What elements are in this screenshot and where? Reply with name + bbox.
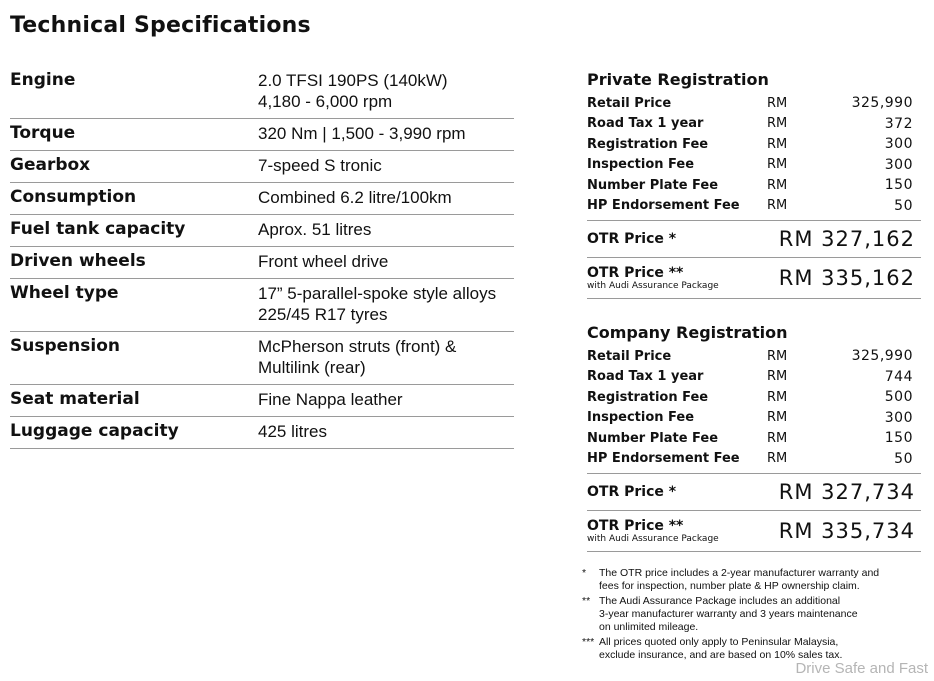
fee-cur: RM [767, 348, 788, 364]
fee-amt: 744 [884, 368, 913, 385]
fee-cur: RM [767, 177, 788, 193]
spec-value: 17” 5-parallel-spoke style alloys 225/45 R17 tyres [258, 284, 497, 324]
footnote-mark: ** [582, 595, 591, 607]
fee-label: HP Endorsement Fee [587, 451, 740, 467]
fee-row [587, 114, 921, 135]
footnote-text: The Audi Assurance Package includes an additional 3-year manufacturer warranty and 3 years maintenance on unlimited mileage. [599, 595, 858, 633]
fee-amt: 300 [884, 136, 913, 153]
spec-label: Engine [10, 70, 76, 90]
fee-label: Retail Price [587, 348, 672, 364]
fee-label: HP Endorsement Fee [587, 198, 740, 214]
fee-cur: RM [767, 157, 788, 173]
fee-cur: RM [767, 116, 788, 132]
fee-cur: RM [767, 136, 788, 152]
fee-cur: RM [767, 451, 788, 467]
spec-label: Luggage capacity [10, 421, 179, 441]
company-registration-block [587, 323, 921, 552]
spec-row [10, 385, 514, 417]
footnote [582, 567, 902, 593]
fee-cur: RM [767, 430, 788, 446]
spec-label: Seat material [10, 389, 140, 409]
spec-row [10, 151, 514, 183]
fee-row [587, 428, 921, 449]
fee-amt: 325,990 [851, 95, 913, 112]
otr-package-value: RM 335,734 [778, 519, 915, 543]
fee-row [587, 196, 921, 222]
fee-label: Road Tax 1 year [587, 116, 704, 132]
footnote [582, 595, 902, 634]
otr-package-label: OTR Price ** [587, 517, 684, 534]
spec-label: Gearbox [10, 155, 91, 175]
fee-amt: 372 [884, 115, 913, 132]
fee-cur: RM [767, 95, 788, 111]
footnote-text: The OTR price includes a 2-year manufacturer warranty and fees for inspection, number plate & HP ownership claim. [599, 567, 880, 592]
spec-value: 320 Nm | 1,500 - 3,990 rpm [258, 124, 466, 143]
private-fee-list [587, 93, 921, 221]
fee-label: Number Plate Fee [587, 430, 719, 446]
spec-label: Consumption [10, 187, 137, 207]
company-registration-title: Company Registration [587, 323, 788, 342]
company-otr-package-row [587, 511, 921, 552]
otr-price-label: OTR Price * [587, 484, 677, 500]
fee-row [587, 155, 921, 176]
fee-label: Registration Fee [587, 389, 709, 405]
spec-value: Combined 6.2 litre/100km [258, 188, 452, 207]
spec-table [10, 66, 514, 449]
fee-amt: 500 [884, 389, 913, 406]
fee-cur: RM [767, 389, 788, 405]
fee-label: Retail Price [587, 95, 672, 111]
fee-row [587, 387, 921, 408]
spec-row [10, 417, 514, 449]
footnote [582, 636, 902, 662]
company-fee-list [587, 346, 921, 474]
company-otr-row [587, 474, 921, 511]
spec-label: Fuel tank capacity [10, 219, 186, 239]
otr-price-value: RM 327,734 [778, 480, 915, 504]
spec-value: Aprox. 51 litres [258, 220, 372, 239]
fee-cur: RM [767, 369, 788, 385]
fee-label: Road Tax 1 year [587, 369, 704, 385]
fee-row [587, 93, 921, 114]
private-registration-block [587, 70, 921, 299]
spec-value: 7-speed S tronic [258, 156, 382, 175]
fee-row [587, 449, 921, 475]
fee-row [587, 408, 921, 429]
footnotes [582, 567, 902, 664]
page-title: Technical Specifications [10, 13, 311, 38]
fee-cur: RM [767, 410, 788, 426]
otr-package-sub: with Audi Assurance Package [587, 533, 719, 544]
fee-amt: 300 [884, 409, 913, 426]
fee-label: Number Plate Fee [587, 177, 719, 193]
spec-row [10, 66, 514, 119]
fee-amt: 150 [884, 430, 913, 447]
otr-price-label: OTR Price * [587, 231, 677, 247]
spec-label: Wheel type [10, 283, 119, 303]
private-registration-title: Private Registration [587, 70, 769, 89]
fee-label: Inspection Fee [587, 410, 695, 426]
fee-row [587, 134, 921, 155]
footnote-mark: *** [582, 636, 595, 648]
fee-amt: 50 [894, 450, 913, 467]
fee-row [587, 175, 921, 196]
private-otr-row [587, 221, 921, 258]
otr-price-value: RM 327,162 [778, 227, 915, 251]
fee-row [587, 346, 921, 367]
fee-amt: 325,990 [851, 348, 913, 365]
fee-label: Registration Fee [587, 136, 709, 152]
fee-amt: 300 [884, 156, 913, 173]
spec-label: Driven wheels [10, 251, 146, 271]
spec-row [10, 247, 514, 279]
spec-value: 2.0 TFSI 190PS (140kW) 4,180 - 6,000 rpm [258, 71, 448, 111]
spec-value: Front wheel drive [258, 252, 389, 271]
spec-label: Suspension [10, 336, 120, 356]
spec-value: McPherson struts (front) & Multilink (rear) [258, 337, 457, 377]
fee-amt: 50 [894, 197, 913, 214]
spec-row [10, 279, 514, 332]
private-otr-package-row [587, 258, 921, 299]
fee-label: Inspection Fee [587, 157, 695, 173]
spec-value: 425 litres [258, 422, 327, 441]
footnote-mark: * [582, 567, 587, 579]
fee-row [587, 367, 921, 388]
footnote-text: All prices quoted only apply to Peninsular Malaysia, exclude insurance, and are based on 10% sales tax. [599, 636, 843, 661]
spec-row [10, 332, 514, 385]
spec-row [10, 183, 514, 215]
watermark: Drive Safe and Fast [795, 660, 928, 677]
spec-row [10, 215, 514, 247]
spec-value: Fine Nappa leather [258, 390, 403, 409]
otr-package-value: RM 335,162 [778, 266, 915, 290]
spec-label: Torque [10, 123, 76, 143]
otr-package-sub: with Audi Assurance Package [587, 280, 719, 291]
fee-amt: 150 [884, 177, 913, 194]
otr-package-label: OTR Price ** [587, 264, 684, 281]
spec-row [10, 119, 514, 151]
fee-cur: RM [767, 198, 788, 214]
